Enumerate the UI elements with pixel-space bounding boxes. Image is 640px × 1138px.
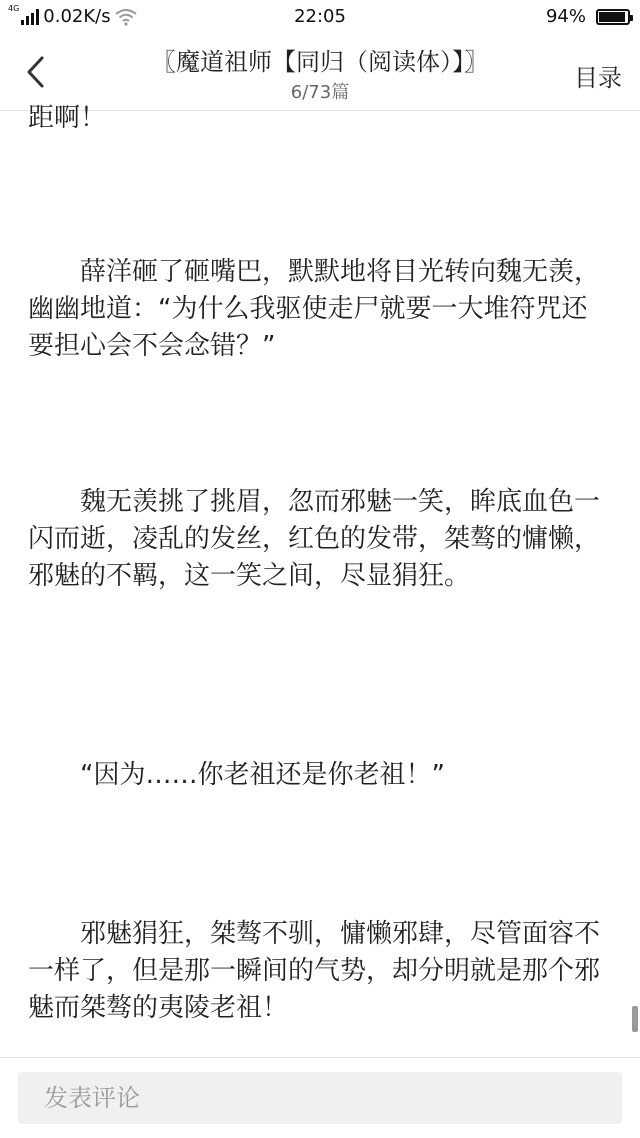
battery-percent: 94% [545, 6, 586, 27]
toc-button[interactable]: 目录 [574, 64, 622, 92]
chapter-progress: 6/73篇 [290, 82, 350, 103]
paragraph: 魏无羡挑了挑眉，忽而邪魅一笑，眸底血色一闪而逝，凌乱的发丝，红色的发带，桀骜的慵懒，邪魅的不羁，这一笑之间，尽显狷狂。 [28, 487, 601, 591]
battery-fill [599, 12, 625, 22]
network-speed: 0.02K/s [43, 6, 111, 27]
article-content [0, 100, 640, 1058]
status-bar [0, 0, 640, 34]
paragraph: 距啊！ [28, 103, 107, 133]
status-right [546, 6, 630, 27]
comment-input[interactable]: 发表评论 [18, 1072, 622, 1124]
status-time: 22:05 [294, 6, 346, 27]
paragraph: 邪魅狷狂，桀骜不驯，慵懒邪肆，尽管面容不一样了，但是那一瞬间的气势，却分明就是那个邪魅而桀骜的夷陵老祖！ [28, 919, 601, 1023]
scrollbar[interactable] [632, 1006, 638, 1032]
network-type: 4G [8, 4, 20, 13]
page-title: 〖魔道祖师【同归（阅读体）】〗 [152, 48, 488, 76]
comment-bar [0, 1057, 640, 1138]
battery-icon [596, 9, 630, 25]
paragraph: 薛洋砸了砸嘴巴，默默地将目光转向魏无羡，幽幽地道：“为什么我驱使走尸就要一大堆符咒还要担心会不会念错？” [28, 257, 601, 361]
paragraph: “因为……你老祖还是你老祖！” [80, 760, 445, 790]
